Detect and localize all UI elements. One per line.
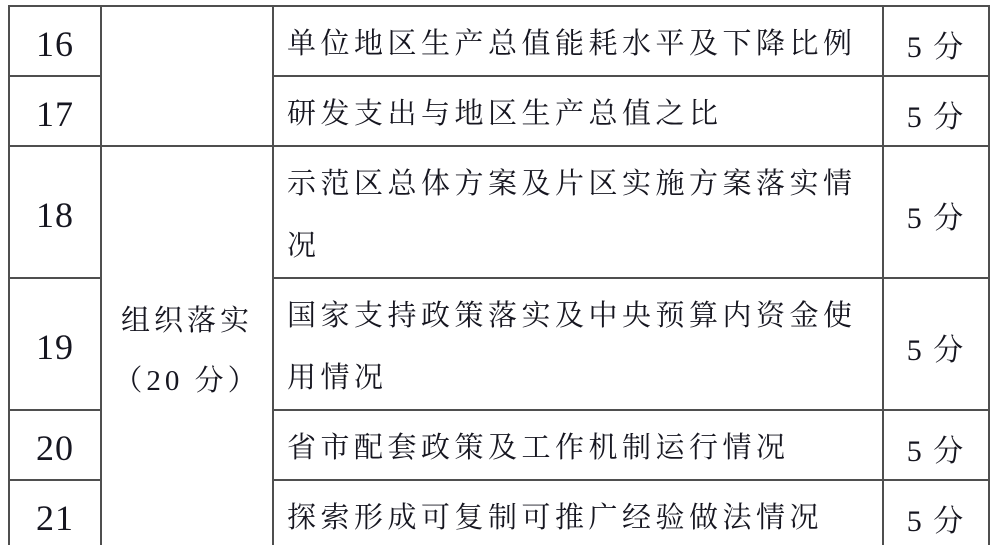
row-number-cell: 21 — [9, 480, 101, 545]
indicator-cell: 国家支持政策落实及中央预算内资金使用情况 — [273, 278, 883, 410]
category-name-label: 组织落实 — [120, 305, 253, 337]
indicator-cell: 示范区总体方案及片区实施方案落实情况 — [273, 146, 883, 278]
score-cell: 5 分 — [883, 480, 989, 545]
score-cell: 5 分 — [883, 76, 989, 146]
indicator-cell: 单位地区生产总值能耗水平及下降比例 — [273, 6, 883, 76]
row-number-cell: 20 — [9, 410, 101, 480]
row-number-cell: 18 — [9, 146, 101, 278]
category-cell-empty — [101, 6, 273, 146]
evaluation-score-table — [8, 5, 990, 545]
score-cell: 5 分 — [883, 278, 989, 410]
row-number-cell: 19 — [9, 278, 101, 410]
indicator-cell: 省市配套政策及工作机制运行情况 — [273, 410, 883, 480]
category-points-label: （20 分） — [113, 365, 261, 397]
table-row-18 — [9, 146, 989, 278]
score-cell: 5 分 — [883, 6, 989, 76]
category-cell-organization — [101, 146, 273, 545]
table-row-16 — [9, 6, 989, 76]
row-number-cell: 17 — [9, 76, 101, 146]
score-cell: 5 分 — [883, 146, 989, 278]
indicator-cell: 探索形成可复制可推广经验做法情况 — [273, 480, 883, 545]
indicator-cell: 研发支出与地区生产总值之比 — [273, 76, 883, 146]
row-number-cell: 16 — [9, 6, 101, 76]
score-cell: 5 分 — [883, 410, 989, 480]
